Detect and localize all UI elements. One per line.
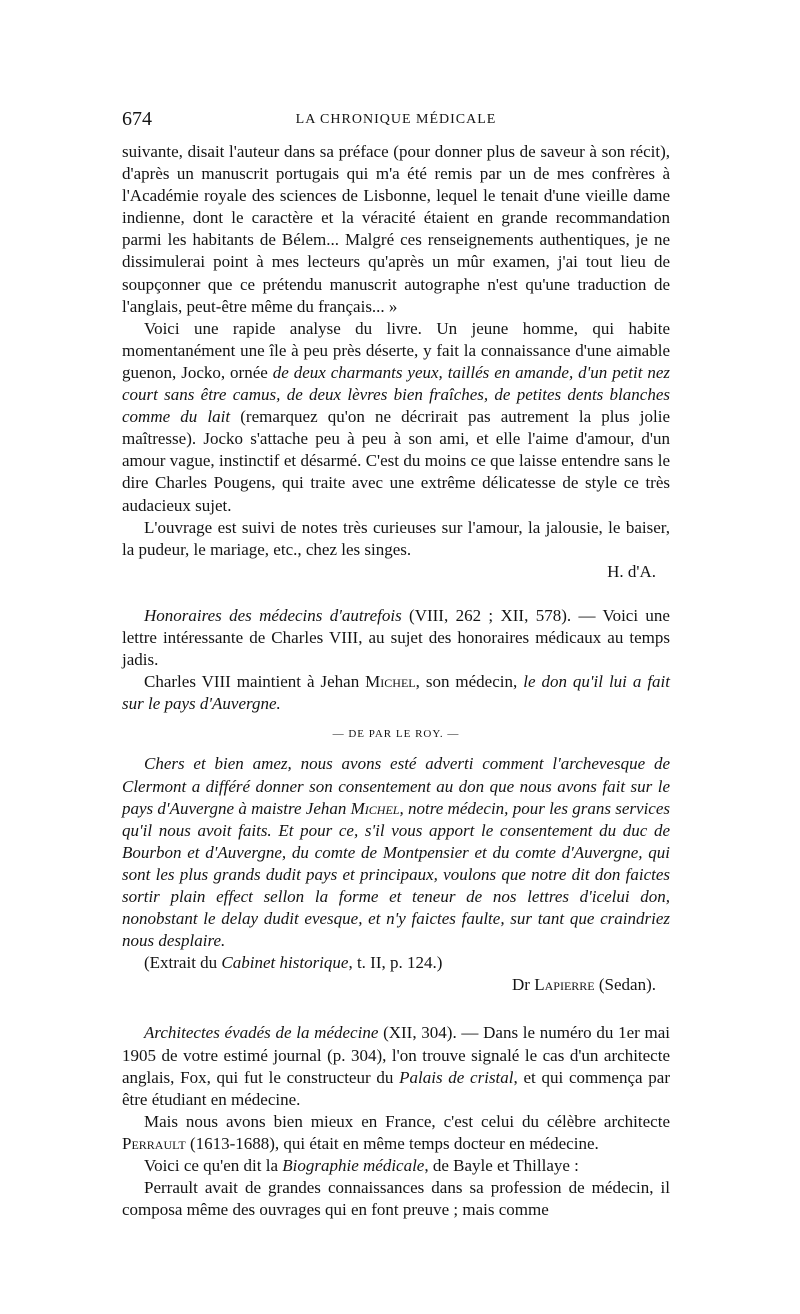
text-span: (remarquez qu'on ne décrirait pas autrement la plus jolie maîtresse). Jocko s'attache peu à peu à son ami, et elle l'aime d'amour, d'un amour vague, instinctif et désarmé. C'est du moins ce que laisse entendre sans le dire Charles Pougens, qui traite avec une extrême délicatesse de style ce très audacieux sujet.: [122, 407, 670, 515]
italic-text: Biographie médicale: [282, 1156, 425, 1176]
italic-quote: de deux charmants yeux, taillés en amande, d'un petit nez court sans être camus, de deux lèvres bien fraîches, de petites dents blanches comme du lait: [122, 362, 671, 427]
text-span: (VIII, 262 ; XII, 578). — Voici une lettre intéressante de Charles VIII, au sujet des honoraires médicaux au temps jadis.: [122, 605, 670, 670]
text-span: (Extrait du: [144, 953, 222, 973]
text-span: (XII, 304). — Dans le numéro du 1er mai 1905 de votre estimé journal (p. 304), l'on trouve signalé le cas d'un architecte anglais, Fox, qui fut le constructeur du: [122, 1023, 670, 1087]
text-span: , t. II, p. 124.): [348, 953, 443, 973]
text-span: Charles VIII maintient à Jehan: [144, 672, 366, 692]
spacer: [122, 996, 670, 1022]
page-number: 674: [122, 108, 152, 130]
running-title: LA CHRONIQUE MÉDICALE: [295, 112, 497, 127]
text-span: (1613-1688), qui était en même temps docteur en médecine.: [185, 1133, 599, 1153]
text-span: Voici une rapide analyse du livre. Un jeune homme, qui habite momentanément une île à peu près déserte, y fait la connaissance d'une aimable guenon, Jocko, ornée: [122, 318, 670, 382]
article-architectes: [122, 1022, 670, 1110]
paragraph-analysis: [122, 318, 670, 517]
page-body: [122, 141, 670, 1221]
italic-text: Cabinet historique: [221, 953, 349, 973]
person-name: Michel: [365, 672, 416, 692]
italic-text: le don qu'il lui a fait sur le pays d'Auvergne.: [122, 672, 671, 714]
page-header: [122, 108, 670, 136]
paragraph-perrault: [122, 1111, 670, 1155]
text-span: Mais nous avons bien mieux en France, c'est celui du célèbre architecte: [144, 1111, 670, 1131]
spacer: [122, 583, 670, 605]
text-span: Dr: [512, 975, 535, 995]
person-name: Perrault: [122, 1133, 186, 1153]
centered-heading: — DE PAR LE ROY. —: [332, 728, 460, 741]
italic-text: Palais de cristal: [399, 1067, 514, 1087]
text-span: , son médecin,: [415, 672, 524, 692]
paragraph-biographie: [122, 1155, 670, 1177]
text-span: (Sedan).: [594, 975, 656, 995]
signature: [122, 974, 670, 996]
paragraph-charles: [122, 671, 670, 715]
paragraph-preface-quote: suivante, disait l'auteur dans sa préface (pour donner plus de saveur à son récit), d'après un manuscrit portugais qui m'a été remis par un de mes confrères à l'Académie royale des sciences de Lisbonne, lequel le tenait d'une vieille dame indienne, dont le caractère et la véracité étaient en grande recommandation parmi les habitants de Bélem... Malgré ces renseignements authentiques, je ne dissimulerai point à mes lecteurs qu'après un mûr examen, j'ai tout lieu de soupçonner que ce prétendu manuscrit autographe n'est qu'une traduction de l'anglais, peut-être même du français... »: [122, 142, 670, 316]
text-span: Voici ce qu'en dit la: [144, 1156, 283, 1176]
article-honoraires: [122, 605, 670, 671]
text-span: , de Bayle et Thillaye :: [424, 1156, 579, 1176]
royal-letter: [122, 753, 670, 952]
text-span: , et qui commença par être étudiant en médecine.: [122, 1067, 671, 1109]
paragraph-notes: L'ouvrage est suivi de notes très curieuses sur l'amour, la jalousie, le baiser, la pudeur, le mariage, etc., chez les singes.: [122, 517, 670, 559]
article-title: Architectes évadés de la médecine: [144, 1023, 379, 1043]
text-span: Chers et bien amez, nous avons esté adverti comment l'archevesque de Clermont a différé donner son consentement au don que nous avons fait sur le pays d'Auvergne à maistre Jehan: [122, 754, 670, 818]
signature: H. d'A.: [607, 561, 656, 581]
text-span: , notre médecin, pour les grans services qu'il nous avoit faits. Et pour ce, s'il vous apport le consentement du duc de Bourbon et d'Auvergne, du comte de Montpensier et du comte d'Auvergne, qui sont les plus grands dudit pays et principaux, voulons que notre dit don faictes sortir plain effect sellon la forme et teneur de nos lettres d'icelui don, nonobstant le delay dudit evesque, et n'y faictes faulte, sur tant que craindriez nous desplaire.: [122, 798, 671, 951]
article-title: Honoraires des médecins d'autrefois: [144, 605, 402, 625]
paragraph-final: Perrault avait de grandes connaissances dans sa profession de médecin, il composa même des ouvrages qui en font preuve ; mais comme: [122, 1178, 670, 1220]
extract-citation: [122, 952, 670, 974]
person-name: Michel: [350, 798, 400, 818]
person-name: Lapierre: [534, 975, 595, 995]
